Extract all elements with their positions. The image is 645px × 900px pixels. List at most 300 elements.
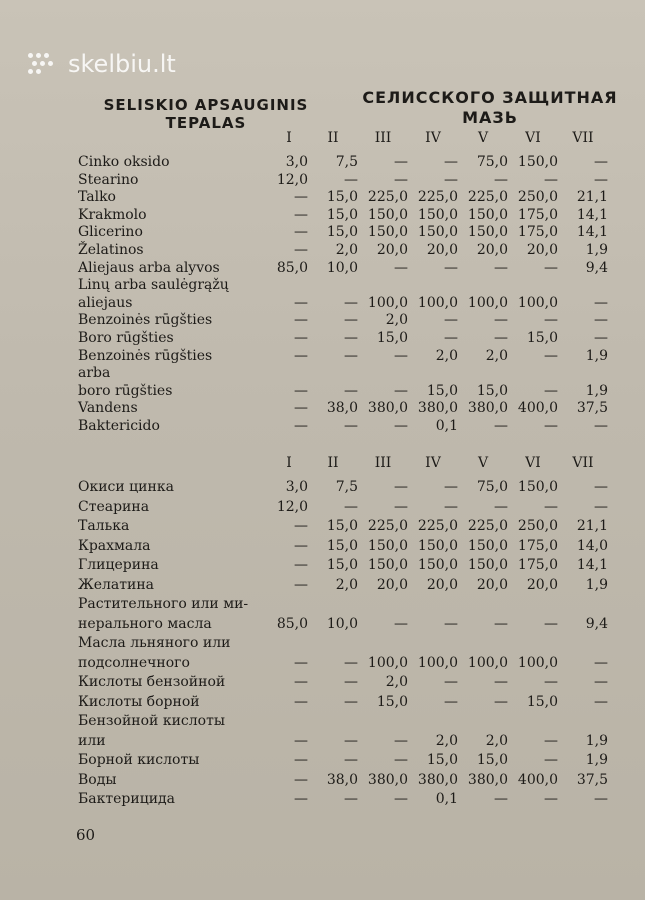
lt-cell <box>408 277 458 295</box>
ru-table-row <box>78 655 623 675</box>
ru-cell: — <box>444 498 458 515</box>
lt-cell: 225,0 <box>467 189 508 206</box>
lt-table-row <box>78 383 623 401</box>
lt-cell: 100,0 <box>517 294 558 311</box>
ru-cell: 0,1 <box>435 791 458 807</box>
lt-cell: — <box>344 417 358 434</box>
lt-cell <box>308 277 358 295</box>
ru-row-label: Кислоты бензойной <box>78 674 226 690</box>
lt-cell: 37,5 <box>576 400 608 417</box>
title-lt-line1: SELISKIO APSAUGINIS <box>103 96 309 114</box>
ru-row-label: Бактерицида <box>78 791 176 807</box>
lt-row-label: Benzoinės rūgšties <box>78 347 213 364</box>
lt-cell: — <box>594 312 608 329</box>
ru-column-header: III <box>374 455 392 471</box>
lt-cell: 20,0 <box>376 241 408 258</box>
ru-cell: 1,9 <box>585 732 608 749</box>
ru-cell: 15,0 <box>326 537 358 554</box>
lt-cell: 75,0 <box>476 154 508 170</box>
lt-column-header: III <box>374 130 392 146</box>
lt-table-row <box>78 207 623 225</box>
ru-cell: — <box>294 557 308 573</box>
ru-cell: 15,0 <box>376 693 408 710</box>
lt-table-row <box>78 242 623 260</box>
watermark-logo-icon <box>28 53 60 75</box>
ru-table-row <box>78 596 623 616</box>
ru-table-row <box>78 635 623 655</box>
lt-cell: — <box>394 259 408 276</box>
lt-cell: 225,0 <box>417 189 458 206</box>
lt-cell <box>270 365 308 383</box>
ru-table-row <box>78 479 623 499</box>
lt-column-header: VII <box>572 130 594 146</box>
ru-cell: — <box>544 791 558 807</box>
lt-cell <box>458 365 508 383</box>
ru-table-row <box>78 733 623 753</box>
ru-row-label: Желатина <box>78 576 155 593</box>
ru-cell <box>558 596 608 616</box>
ru-cell: — <box>344 693 358 710</box>
ru-cell: 100,0 <box>367 654 408 671</box>
lt-cell: — <box>294 417 308 434</box>
ru-cell: 100,0 <box>417 654 458 671</box>
lt-cell <box>508 365 558 383</box>
lt-row-label: Vandens <box>78 400 138 417</box>
ru-cell <box>558 713 608 733</box>
ru-cell <box>270 713 308 733</box>
watermark <box>28 50 176 78</box>
ru-table-row <box>78 616 623 636</box>
lt-cell: 1,9 <box>585 347 608 364</box>
lt-cell: — <box>344 312 358 329</box>
ru-cell: 75,0 <box>476 479 508 495</box>
ru-cell: — <box>594 498 608 515</box>
ru-cell: 150,0 <box>367 537 408 554</box>
lt-cell: 380,0 <box>467 400 508 417</box>
ru-table-row <box>78 577 623 597</box>
ru-cell: 380,0 <box>467 771 508 788</box>
lt-cell: 14,1 <box>576 224 608 241</box>
lt-table-row <box>78 189 623 207</box>
ru-cell: — <box>494 791 508 807</box>
ru-cell: 225,0 <box>467 518 508 534</box>
ru-column-header: IV <box>425 455 441 471</box>
ru-cell: 150,0 <box>467 557 508 573</box>
lt-cell: 9,4 <box>585 259 608 276</box>
ru-cell: 15,0 <box>326 557 358 573</box>
lt-row-label: boro rūgšties <box>78 382 173 399</box>
ru-cell: 100,0 <box>467 654 508 671</box>
ru-cell: 2,0 <box>485 732 508 749</box>
lt-cell: 7,5 <box>335 154 358 170</box>
ru-cell: — <box>594 674 608 690</box>
ru-cell: — <box>294 654 308 671</box>
lt-cell: — <box>594 417 608 434</box>
lt-cell: 100,0 <box>467 294 508 311</box>
lt-cell: — <box>594 294 608 311</box>
lt-table-row <box>78 277 623 295</box>
ru-cell: — <box>544 615 558 632</box>
lt-cell: — <box>394 417 408 434</box>
ru-cell: 1,9 <box>585 752 608 768</box>
ru-table-row <box>78 538 623 558</box>
watermark-text: skelbiu.lt <box>68 50 176 78</box>
lt-cell: — <box>544 382 558 399</box>
lt-cell: 150,0 <box>417 206 458 223</box>
lt-cell: 225,0 <box>367 189 408 206</box>
lt-cell: 85,0 <box>276 259 308 276</box>
ru-row-label: или <box>78 732 106 749</box>
ru-table-row <box>78 518 623 538</box>
ru-row-label: нерального масла <box>78 615 212 632</box>
ru-cell: 380,0 <box>367 771 408 788</box>
lt-cell: — <box>294 329 308 346</box>
lt-cell: 15,0 <box>376 329 408 346</box>
lt-cell: 10,0 <box>326 259 358 276</box>
ru-cell: 20,0 <box>526 576 558 593</box>
ru-cell: — <box>294 576 308 593</box>
lt-cell: 0,1 <box>435 417 458 434</box>
ru-table-row <box>78 499 623 519</box>
ru-cell <box>508 713 558 733</box>
ru-cell: — <box>344 654 358 671</box>
lt-cell: — <box>344 382 358 399</box>
lt-row-label: Cinko oksido <box>78 154 170 170</box>
lt-header-spacer <box>78 130 270 154</box>
ru-cell: 14,0 <box>576 537 608 554</box>
ru-cell: — <box>294 771 308 788</box>
ru-cell: — <box>294 752 308 768</box>
lt-cell: — <box>294 189 308 206</box>
ru-column-header: V <box>477 455 489 471</box>
lt-table-row <box>78 312 623 330</box>
ru-cell: 225,0 <box>417 518 458 534</box>
ru-cell: 7,5 <box>335 479 358 495</box>
ru-cell: 380,0 <box>417 771 458 788</box>
lt-row-label: Talko <box>78 189 116 206</box>
ru-cell: 20,0 <box>426 576 458 593</box>
lt-cell: 38,0 <box>326 400 358 417</box>
lt-cell: 2,0 <box>335 241 358 258</box>
lt-cell <box>358 277 408 295</box>
ru-cell: 150,0 <box>467 537 508 554</box>
ru-row-label: Бензойной кислоты <box>78 713 225 729</box>
lt-cell: 150,0 <box>467 224 508 241</box>
ru-cell <box>358 596 408 616</box>
lt-table-row <box>78 418 623 436</box>
lt-cell: — <box>344 171 358 188</box>
lt-table-row <box>78 330 623 348</box>
lt-table-row <box>78 154 623 172</box>
lt-cell: 100,0 <box>417 294 458 311</box>
lt-cell: 150,0 <box>367 206 408 223</box>
ru-cell: — <box>394 752 408 768</box>
ru-cell: 14,1 <box>576 557 608 573</box>
ru-cell <box>358 713 408 733</box>
ru-cell: 225,0 <box>367 518 408 534</box>
lt-cell: 150,0 <box>517 154 558 170</box>
ru-table-row <box>78 557 623 577</box>
lt-cell: 15,0 <box>426 382 458 399</box>
ru-cell <box>308 635 358 655</box>
ru-cell: 1,9 <box>585 576 608 593</box>
lt-cell: 15,0 <box>326 206 358 223</box>
ru-row-label: Кислоты борной <box>78 693 200 710</box>
ru-cell: 15,0 <box>526 693 558 710</box>
ru-column-header: I <box>286 455 292 471</box>
ru-cell: 38,0 <box>326 771 358 788</box>
lt-cell: — <box>444 171 458 188</box>
lt-cell <box>458 277 508 295</box>
ru-cell: — <box>344 791 358 807</box>
lt-cell: — <box>594 329 608 346</box>
page-number: 60 <box>76 826 96 844</box>
ru-cell: — <box>494 674 508 690</box>
lt-table-row <box>78 400 623 418</box>
ru-cell: 150,0 <box>517 479 558 495</box>
ru-cell: — <box>594 693 608 710</box>
ru-row-label: Растительного или ми- <box>78 596 249 612</box>
lt-cell: 2,0 <box>485 347 508 364</box>
title-lt-line2: TEPALAS <box>165 114 247 132</box>
ru-cell: 10,0 <box>326 615 358 632</box>
lt-cell: — <box>544 171 558 188</box>
ru-cell <box>458 713 508 733</box>
lt-cell: — <box>394 382 408 399</box>
ru-cell: 20,0 <box>376 576 408 593</box>
lt-cell <box>508 277 558 295</box>
ru-cell: — <box>394 498 408 515</box>
lt-cell: 14,1 <box>576 206 608 223</box>
ru-header-row <box>78 455 623 479</box>
lt-row-label: aliejaus <box>78 294 133 311</box>
lt-cell: — <box>294 312 308 329</box>
lt-cell: — <box>444 329 458 346</box>
ru-cell: 175,0 <box>517 537 558 554</box>
lt-cell: 400,0 <box>517 400 558 417</box>
lt-cell: 1,9 <box>585 241 608 258</box>
lt-cell: 150,0 <box>367 224 408 241</box>
lt-cell <box>408 365 458 383</box>
ru-cell: 150,0 <box>367 557 408 573</box>
lt-cell: — <box>294 206 308 223</box>
lt-row-label: Stearino <box>78 171 139 188</box>
lt-cell: 20,0 <box>426 241 458 258</box>
ru-cell: 150,0 <box>417 557 458 573</box>
lt-header-row <box>78 130 623 154</box>
ru-cell: 2,0 <box>435 732 458 749</box>
ru-row-label: Масла льняного или <box>78 635 231 651</box>
lt-row-label: Aliejaus arba alyvos <box>78 259 220 276</box>
ru-cell: 2,0 <box>385 674 408 690</box>
ru-cell: — <box>444 615 458 632</box>
lt-row-label: Boro rūgšties <box>78 329 174 346</box>
lt-column-header: V <box>477 130 489 146</box>
ru-cell <box>270 635 308 655</box>
lt-cell: — <box>494 329 508 346</box>
lt-cell: — <box>544 312 558 329</box>
lt-column-header: I <box>286 130 292 146</box>
lt-cell: 250,0 <box>517 189 558 206</box>
lt-cell: 12,0 <box>276 171 308 188</box>
ru-cell: — <box>294 518 308 534</box>
ru-column-header: VI <box>525 455 541 471</box>
ru-table-row <box>78 713 623 733</box>
lt-column-header: II <box>327 130 339 146</box>
lt-cell: 150,0 <box>467 206 508 223</box>
ru-cell: 250,0 <box>517 518 558 534</box>
lt-cell: — <box>544 417 558 434</box>
lt-cell: 21,1 <box>576 189 608 206</box>
ru-row-label: Крахмала <box>78 537 151 554</box>
lithuanian-table <box>78 130 623 436</box>
ru-column-header: II <box>327 455 339 471</box>
ru-cell <box>508 596 558 616</box>
lt-cell: — <box>344 329 358 346</box>
lt-table-row <box>78 295 623 313</box>
lt-column-header: VI <box>525 130 541 146</box>
ru-cell <box>508 635 558 655</box>
ru-cell <box>558 635 608 655</box>
lt-column-header: IV <box>425 130 441 146</box>
lt-cell: — <box>294 241 308 258</box>
lt-cell: — <box>294 224 308 241</box>
lt-row-label: Linų arba saulėgrąžų <box>78 277 229 294</box>
lt-cell: — <box>594 171 608 188</box>
lt-table-row <box>78 224 623 242</box>
lt-cell: 2,0 <box>435 347 458 364</box>
lt-row-label: arba <box>78 365 111 382</box>
ru-cell: 175,0 <box>517 557 558 573</box>
lt-cell: — <box>294 400 308 417</box>
lt-cell: 15,0 <box>326 224 358 241</box>
ru-cell: — <box>344 498 358 515</box>
ru-cell: — <box>344 732 358 749</box>
lt-cell: 20,0 <box>526 241 558 258</box>
ru-cell <box>458 635 508 655</box>
ru-cell <box>308 596 358 616</box>
ru-cell <box>270 596 308 616</box>
lt-table-row <box>78 365 623 383</box>
title-russian <box>360 88 620 128</box>
lt-row-label: Želatinos <box>78 241 144 258</box>
ru-row-label: подсолнечного <box>78 654 190 671</box>
lt-cell: 150,0 <box>417 224 458 241</box>
ru-cell: 21,1 <box>576 518 608 534</box>
ru-cell: — <box>344 674 358 690</box>
ru-cell <box>458 596 508 616</box>
lt-cell: 20,0 <box>476 241 508 258</box>
ru-cell: 400,0 <box>517 771 558 788</box>
lt-table-row <box>78 348 623 366</box>
lt-cell: — <box>294 382 308 399</box>
ru-cell: 12,0 <box>276 498 308 515</box>
ru-cell: 15,0 <box>476 752 508 768</box>
lt-table-row <box>78 172 623 190</box>
ru-cell: — <box>544 498 558 515</box>
lt-cell: — <box>394 171 408 188</box>
lt-cell: — <box>344 347 358 364</box>
ru-cell: — <box>444 693 458 710</box>
ru-row-label: Талька <box>78 518 130 534</box>
ru-table-row <box>78 772 623 792</box>
ru-cell: 15,0 <box>426 752 458 768</box>
lt-cell: 380,0 <box>367 400 408 417</box>
ru-cell: — <box>494 693 508 710</box>
ru-cell <box>308 713 358 733</box>
ru-cell: — <box>294 732 308 749</box>
ru-cell <box>358 635 408 655</box>
ru-cell: — <box>544 732 558 749</box>
lt-cell: — <box>394 347 408 364</box>
lt-cell <box>270 277 308 295</box>
ru-table-row <box>78 791 623 811</box>
ru-row-label: Окиси цинка <box>78 479 174 495</box>
ru-cell <box>408 596 458 616</box>
lt-cell: 380,0 <box>417 400 458 417</box>
lt-cell: 175,0 <box>517 224 558 241</box>
lt-table-row <box>78 260 623 278</box>
ru-cell: — <box>394 791 408 807</box>
ru-row-label: Воды <box>78 771 117 788</box>
ru-cell: 37,5 <box>576 771 608 788</box>
ru-cell: — <box>294 674 308 690</box>
lt-cell: — <box>444 312 458 329</box>
ru-table-row <box>78 674 623 694</box>
ru-cell: — <box>294 693 308 710</box>
ru-cell: — <box>594 654 608 671</box>
title-ru-line1: СЕЛИССКОГО ЗАЩИТНАЯ <box>362 88 618 107</box>
ru-cell: 85,0 <box>276 615 308 632</box>
ru-cell: 3,0 <box>285 479 308 495</box>
ru-row-label: Стеарина <box>78 498 150 515</box>
lt-cell: 15,0 <box>476 382 508 399</box>
ru-cell: 15,0 <box>326 518 358 534</box>
lt-cell: — <box>494 259 508 276</box>
lt-cell: — <box>544 347 558 364</box>
ru-cell: 100,0 <box>517 654 558 671</box>
lt-cell: 100,0 <box>367 294 408 311</box>
lt-cell: — <box>594 154 608 170</box>
ru-cell: — <box>494 615 508 632</box>
lt-cell: — <box>344 294 358 311</box>
lt-cell <box>558 277 608 295</box>
ru-cell: — <box>444 479 458 495</box>
lt-cell: — <box>544 259 558 276</box>
ru-cell: 20,0 <box>476 576 508 593</box>
lt-cell: — <box>494 171 508 188</box>
lt-cell: — <box>444 259 458 276</box>
lt-cell: — <box>294 347 308 364</box>
ru-cell: — <box>294 537 308 554</box>
ru-cell: — <box>394 479 408 495</box>
lt-cell: — <box>494 417 508 434</box>
lt-cell: — <box>494 312 508 329</box>
lt-cell <box>358 365 408 383</box>
lt-cell: 3,0 <box>285 154 308 170</box>
lt-cell: 15,0 <box>526 329 558 346</box>
ru-cell: — <box>494 498 508 515</box>
title-lithuanian <box>96 96 316 132</box>
lt-cell: — <box>444 154 458 170</box>
lt-row-label: Glicerino <box>78 224 143 241</box>
lt-row-label: Baktericido <box>78 417 160 434</box>
ru-cell: — <box>544 752 558 768</box>
lt-cell: 175,0 <box>517 206 558 223</box>
lt-cell: — <box>294 294 308 311</box>
ru-cell: — <box>544 674 558 690</box>
ru-row-label: Глицерина <box>78 557 159 573</box>
